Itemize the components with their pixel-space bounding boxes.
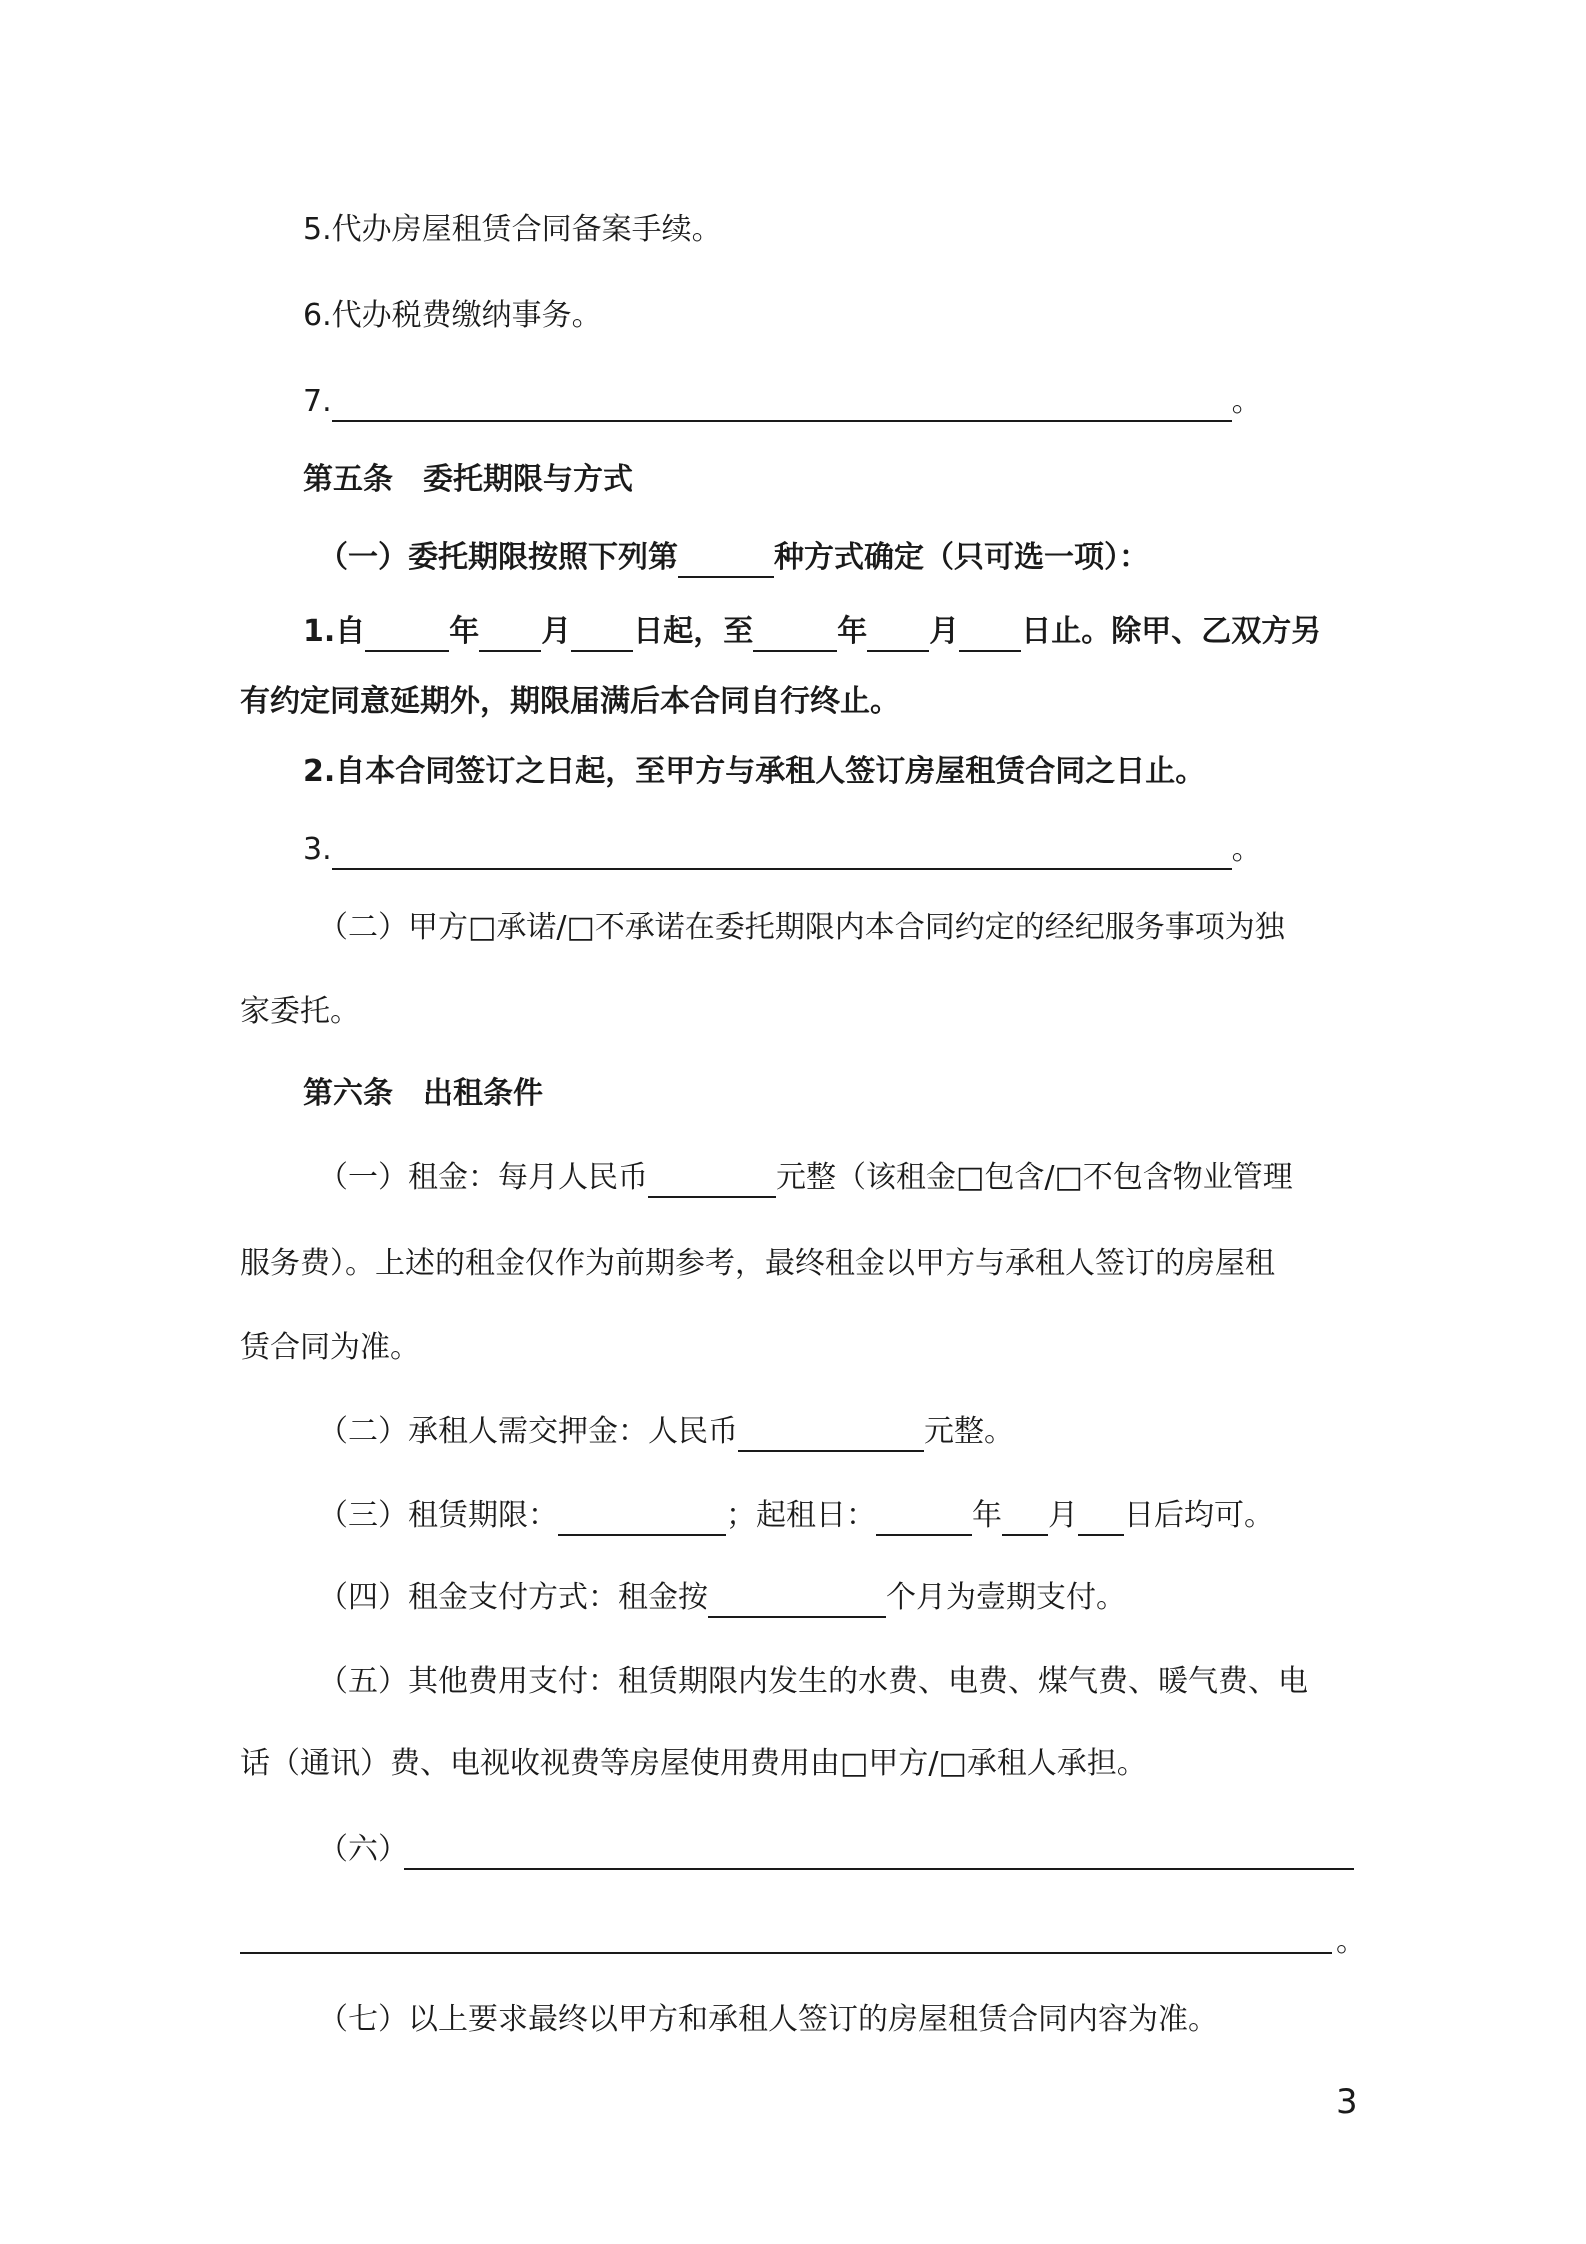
art5-option-3 xyxy=(303,830,1262,870)
art5-clause-1-text-b: 种方式确定（只可选一项）： xyxy=(774,540,1149,575)
art5-clause-2-continued: 家委托。 xyxy=(240,994,360,1029)
lease-term-clause xyxy=(318,1496,1274,1536)
deposit-clause-text-a: （二）承租人需交押金：人民币 xyxy=(318,1414,738,1449)
payment-method-clause xyxy=(318,1578,1126,1618)
start-date-label: ；起租日： xyxy=(726,1498,876,1533)
end-month-blank[interactable] xyxy=(867,616,929,652)
item-5: 5.代办房屋租赁合同备案手续。 xyxy=(303,212,722,247)
payment-method-text-b: 个月为壹期支付。 xyxy=(886,1580,1126,1615)
end-day-label: 日止。除甲、乙双方另 xyxy=(1021,614,1322,649)
lease-term-blank[interactable] xyxy=(558,1500,726,1536)
art5-option-2: 2.自本合同签订之日起，至甲方与承租人签订房屋租赁合同之日止。 xyxy=(303,754,1206,789)
rent-clause-line-3: 赁合同为准。 xyxy=(240,1330,420,1365)
other-fees-clause: （五）其他费用支付：租赁期限内发生的水费、电费、煤气费、暖气费、电 xyxy=(318,1664,1308,1699)
start-year-blank[interactable] xyxy=(365,616,449,652)
monthly-rent-blank[interactable] xyxy=(648,1162,776,1198)
art5-clause-2-marker: （二） xyxy=(318,910,408,945)
end-year-label: 年 xyxy=(837,614,868,649)
start-year-label: 年 xyxy=(449,614,480,649)
start-month-label: 月 xyxy=(541,614,572,649)
start-day-blank[interactable] xyxy=(571,616,633,652)
item-7-blank[interactable] xyxy=(332,386,1232,422)
art5-clause-2-text: 甲方□承诺/□不承诺在委托期限内本合同约定的经纪服务事项为独 xyxy=(408,910,1285,945)
art5-option-1-continued: 有约定同意延期外，期限届满后本合同自行终止。 xyxy=(240,684,900,719)
deposit-clause xyxy=(318,1412,1014,1452)
end-year-blank[interactable] xyxy=(753,616,837,652)
option-3-blank[interactable] xyxy=(332,834,1232,870)
deposit-clause-text-b: 元整。 xyxy=(924,1414,1014,1449)
article-5-title: 第五条 委托期限与方式 xyxy=(303,462,633,497)
page-number: 3 xyxy=(1336,2082,1358,2122)
payment-period-blank[interactable] xyxy=(708,1582,886,1618)
option-3-number: 3. xyxy=(303,832,332,867)
rent-clause-text-a: （一）租金：每月人民币 xyxy=(318,1160,648,1195)
art5-clause-1 xyxy=(318,538,1149,578)
item-7-number: 7. xyxy=(303,384,332,419)
method-number-blank[interactable] xyxy=(678,542,774,578)
art5-clause-1-text-a: （一）委托期限按照下列第 xyxy=(318,540,678,575)
other-fees-clause-continued: 话（通讯）费、电视收视费等房屋使用费用由□甲方/□承租人承担。 xyxy=(240,1746,1147,1781)
final-clause: （七）以上要求最终以甲方和承租人签订的房屋租赁合同内容为准。 xyxy=(318,2002,1218,2037)
start-day-label: 日起，至 xyxy=(633,614,754,649)
art5-clause-2 xyxy=(318,908,1285,948)
clause-6-blank-line-1[interactable] xyxy=(404,1868,1354,1870)
rent-start-month-blank[interactable] xyxy=(1002,1500,1048,1536)
rent-start-year-blank[interactable] xyxy=(876,1500,972,1536)
item-7 xyxy=(303,382,1262,422)
start-month-blank[interactable] xyxy=(479,616,541,652)
rent-clause-text-b: 元整（该租金□包含/□不包含物业管理 xyxy=(776,1160,1293,1195)
end-month-label: 月 xyxy=(929,614,960,649)
clause-6-blank-line-2[interactable] xyxy=(240,1952,1332,1954)
clause-6-marker: （六） xyxy=(318,1832,408,1867)
rent-clause-line-2: 服务费）。上述的租金仅作为前期参考，最终租金以甲方与承租人签订的房屋租 xyxy=(240,1246,1275,1281)
end-day-blank[interactable] xyxy=(959,616,1021,652)
item-7-end: 。 xyxy=(1231,384,1262,419)
rent-clause xyxy=(318,1158,1293,1198)
rent-start-day-label: 日后均可。 xyxy=(1124,1498,1274,1533)
rent-start-month-label: 月 xyxy=(1048,1498,1078,1533)
payment-method-text-a: （四）租金支付方式：租金按 xyxy=(318,1580,708,1615)
art5-option-1 xyxy=(303,612,1321,652)
clause-6-end: 。 xyxy=(1336,1924,1366,1959)
rent-start-year-label: 年 xyxy=(972,1498,1002,1533)
article-6-title: 第六条 出租条件 xyxy=(303,1076,543,1111)
option-3-end: 。 xyxy=(1231,832,1262,867)
option-1-from: 1.自 xyxy=(303,614,366,649)
item-6: 6.代办税费缴纳事务。 xyxy=(303,298,602,333)
deposit-amount-blank[interactable] xyxy=(738,1416,924,1452)
lease-term-label: （三）租赁期限： xyxy=(318,1498,558,1533)
rent-start-day-blank[interactable] xyxy=(1078,1500,1124,1536)
